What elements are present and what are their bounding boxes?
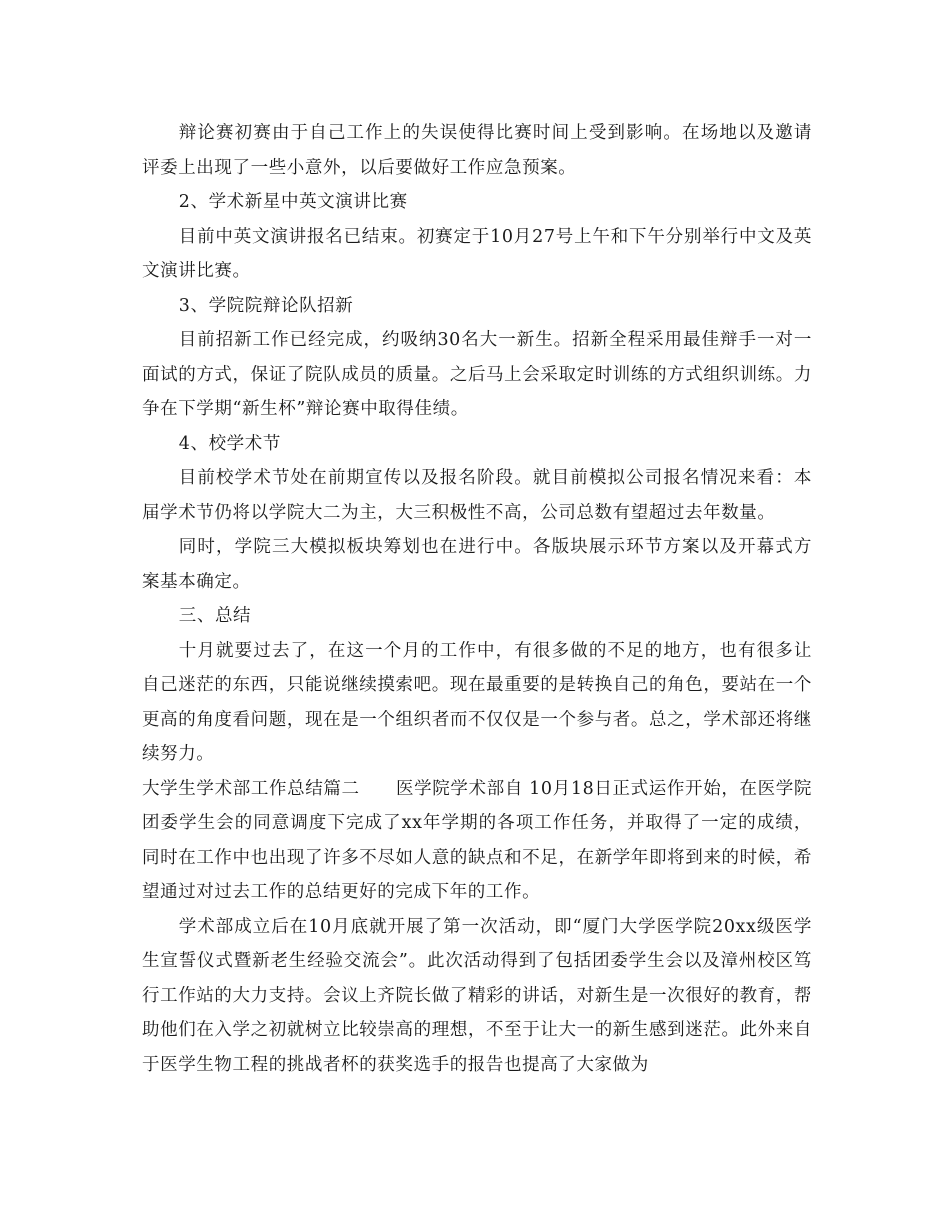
section-heading-speech-contest: 2、学术新星中英文演讲比赛 — [178, 192, 408, 212]
section-heading-debate-team: 3、学院院辩论队招新 — [178, 295, 354, 316]
paragraph-debate-review: 辩论赛初赛由于自己工作上的失误使得比赛时间上受到影响。在场地以及邀请评委上出现了一些小意外，以后要做好工作应急预案。 — [142, 123, 812, 178]
section-heading-summary: 三、总结 — [178, 606, 252, 626]
paragraph-summary: 十月就要过去了，在这一个月的工作中，有很多做的不足的地方，也有很多让自己迷茫的东西，只能说继续摸索吧。现在最重要的是转换自己的角色，要站在一个更高的角度看问题，现在是一个组织者而不仅仅是一个参与者。总之，学术部还将继续努力。 — [142, 640, 812, 764]
section-heading-academic-festival: 4、校学术节 — [178, 433, 281, 454]
document-body — [142, 116, 812, 1082]
paragraph-part-two-intro: 大学生学术部工作总结篇二 医学院学术部自 10月18日正式运作开始，在医学院团委学生会的同意调度下完成了xx年学期的各项工作任务，并取得了一定的成绩，同时在工作中也出现了许多不尽如人意的缺点和不足，在新学年即将到来的时候，希望通过对过去工作的总结更好的完成下年的工作。 — [142, 778, 812, 902]
paragraph-academic-festival: 目前校学术节处在前期宣传以及报名阶段。就目前模拟公司报名情况来看：本届学术节仍将以学院大二为主，大三积极性不高，公司总数有望超过去年数量。 — [142, 468, 812, 523]
paragraph-speech-contest: 目前中英文演讲报名已结束。初赛定于10月27号上午和下午分别举行中文及英文演讲比赛。 — [142, 226, 812, 281]
paragraph-simulation-blocks: 同时，学院三大模拟板块筹划也在进行中。各版块展示环节方案以及开幕式方案基本确定。 — [142, 537, 812, 592]
paragraph-first-activity: 学术部成立后在10月底就开展了第一次活动，即“厦门大学医学院20xx级医学生宣誓仪式暨新老生经验交流会”。此次活动得到了包括团委学生会以及漳州校区笃行工作站的大力支持。会议上齐院长做了精彩的讲话，对新生是一次很好的教育，帮助他们在入学之初就树立比较崇高的理想，不至于让大一的新生感到迷茫。此外来自于医学生物工程的挑战者杯的获奖选手的报告也提高了大家做为 — [142, 916, 812, 1075]
paragraph-debate-team: 目前招新工作已经完成，约吸纳30名大一新生。招新全程采用最佳辩手一对一面试的方式，保证了院队成员的质量。之后马上会采取定时训练的方式组织训练。力争在下学期“新生杯”辩论赛中取得佳绩。 — [142, 330, 812, 419]
